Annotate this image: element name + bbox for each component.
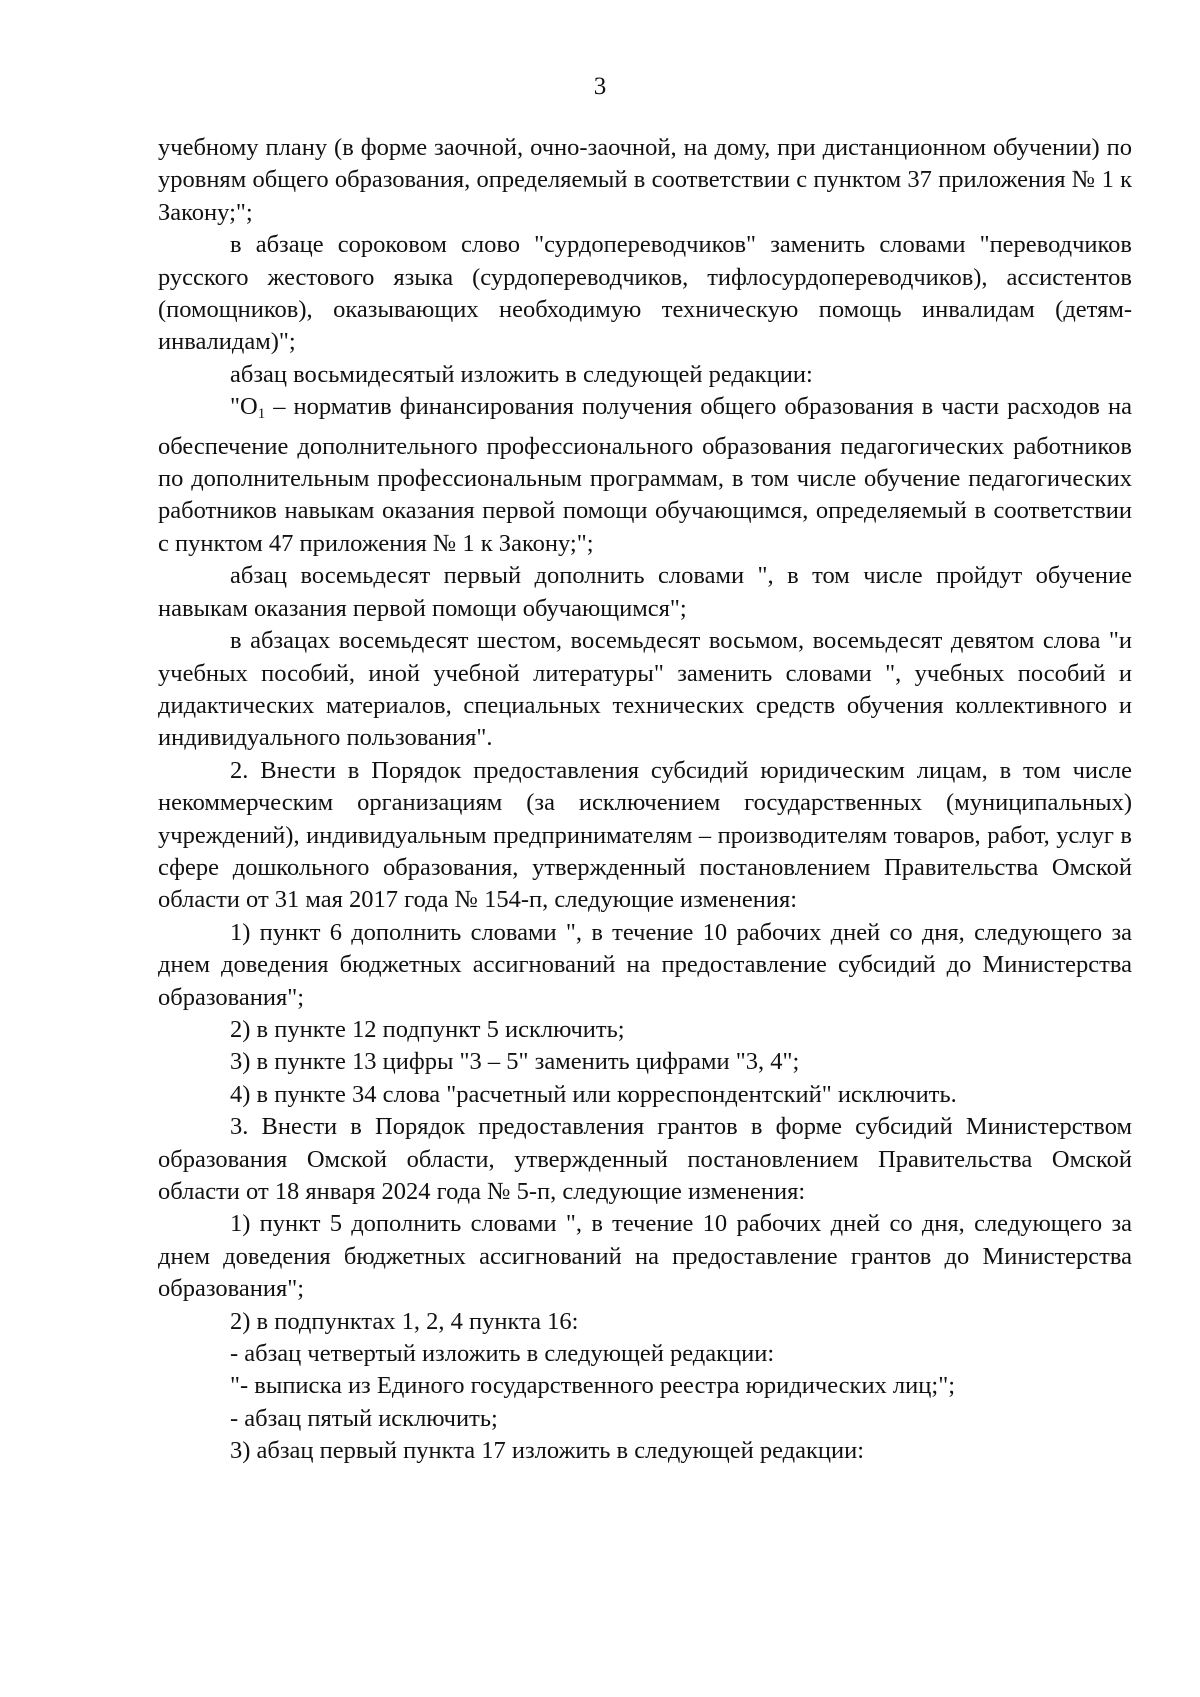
paragraph-16: "- выписка из Единого государственного реестра юридических лиц;"; <box>230 1372 955 1400</box>
paragraph-17: - абзац пятый исключить; <box>230 1404 498 1432</box>
paragraph-14: 2) в подпунктах 1, 2, 4 пункта 16: <box>230 1307 579 1335</box>
paragraph-13: 1) пункт 5 дополнить словами ", в течение 10 рабочих дней со дня, следующего за днем доведения бюджетных ассигнований на предоставление грантов до Министерства образования"; <box>158 1210 1132 1303</box>
paragraph-10: 3) в пункте 13 цифры "3 – 5" заменить цифрами "3, 4"; <box>230 1048 800 1076</box>
page-number: 3 <box>593 73 607 100</box>
paragraph-18: 3) абзац первый пункта 17 изложить в следующей редакции: <box>230 1437 865 1465</box>
paragraph-4 <box>158 391 1132 560</box>
paragraph-9: 2) в пункте 12 подпункт 5 исключить; <box>230 1015 625 1043</box>
paragraph-8: 1) пункт 6 дополнить словами ", в течение 10 рабочих дней со дня, следующего за днем доведения бюджетных ассигнований на предоставление субсидий до Министерства образования"; <box>158 918 1132 1011</box>
paragraph-4-prefix: "О <box>230 393 258 421</box>
paragraph-1: учебному плану (в форме заочной, очно-заочной, на дому, при дистанционном обучении) по уровням общего образования, определяемый в соответствии с пунктом 37 приложения № 1 к Закону;"; <box>158 134 1132 226</box>
paragraph-4-body: – норматив финансирования получения общего образования в части расходов на обеспечение дополнительного профессионального образования педагогических работников по дополнительным профессиональным программам, в том числе обучение педагогических работников навыкам оказания первой помощи обучающимся, определяемый в соответствии с пунктом 47 приложения № 1 к Закону;"; <box>158 393 1132 557</box>
paragraph-7: 2. Внести в Порядок предоставления субсидий юридическим лицам, в том числе некоммерческим организациям (за исключением государственных (муниципальных) учреждений), индивидуальным предпринимателям – производителям товаров, работ, услуг в сфере дошкольного образования, утвержденный постановлением Правительства Омской области от 31 мая 2017 года № 154-п, следующие изменения: <box>158 756 1132 914</box>
paragraph-6: в абзацах восемьдесят шестом, восемьдесят восьмом, восемьдесят девятом слова "и учебных пособий, иной учебной литературы" заменить словами ", учебных пособий и дидактических материалов, специальных технических средств обучения коллективного и индивидуального пользования". <box>158 627 1132 752</box>
paragraph-5: абзац восемьдесят первый дополнить словами ", в том числе пройдут обучение навыкам оказания первой помощи обучающимся"; <box>158 562 1132 622</box>
paragraph-12: 3. Внести в Порядок предоставления грантов в форме субсидий Министерством образования Омской области, утвержденный постановлением Правительства Омской области от 18 января 2024 года № 5-п, следующие изменения: <box>158 1113 1132 1205</box>
paragraph-4-subscript: 1 <box>257 406 266 423</box>
paragraph-15: - абзац четвертый изложить в следующей редакции: <box>230 1340 775 1368</box>
paragraph-3: абзац восьмидесятый изложить в следующей редакции: <box>230 360 813 388</box>
paragraph-11: 4) в пункте 34 слова "расчетный или корреспондентский" исключить. <box>230 1080 957 1108</box>
paragraph-2: в абзаце сороковом слово "сурдопереводчиков" заменить словами "переводчиков русского жестового языка (сурдопереводчиков, тифлосурдопереводчиков), ассистентов (помощников), оказывающих необходимую техническую помощь инвалидам (детям-инвалидам)"; <box>158 231 1132 356</box>
document-body <box>158 132 1132 1468</box>
